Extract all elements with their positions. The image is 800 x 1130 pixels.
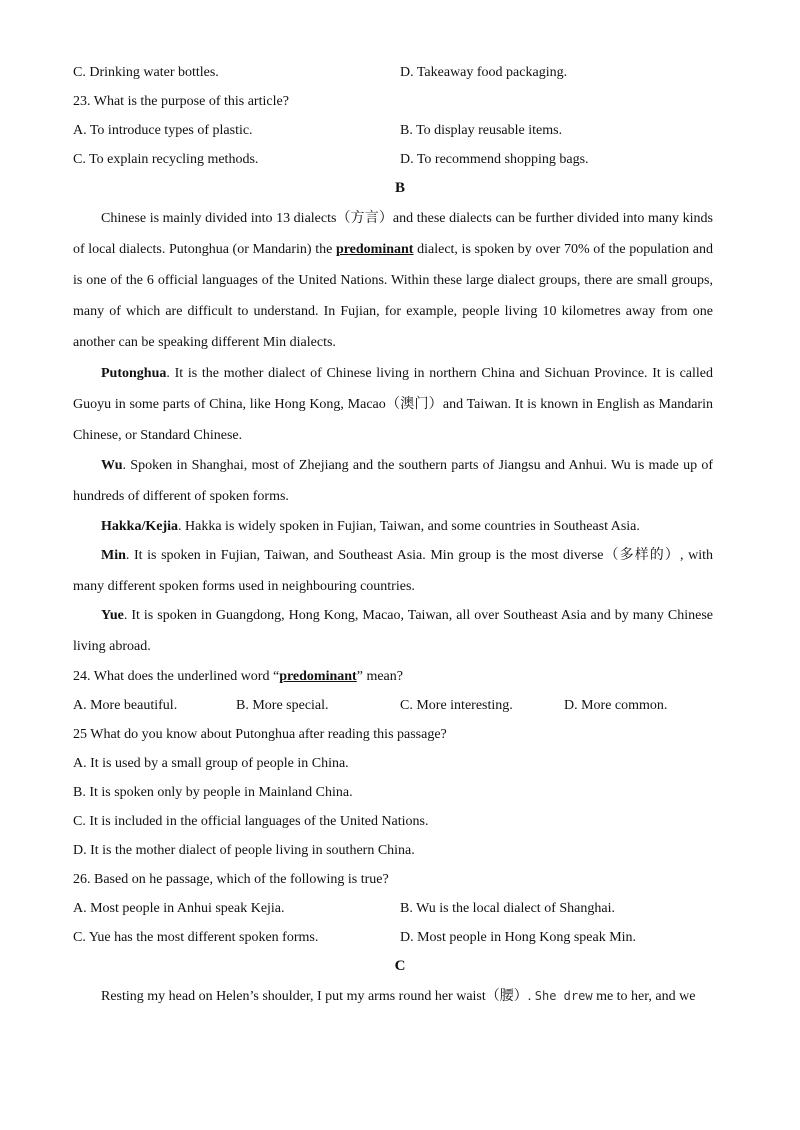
q24-option-b: B. More special. bbox=[236, 698, 329, 713]
q25-option-c: C. It is included in the official languages of the United Nations. bbox=[73, 814, 429, 829]
q26-option-a: A. Most people in Anhui speak Kejia. bbox=[73, 901, 285, 916]
q24-option-a: A. More beautiful. bbox=[73, 698, 178, 713]
hakka-term: Hakka/Kejia bbox=[101, 519, 179, 534]
putonghua-text: . It is the mother dialect of Chinese living in northern China and Sichuan Province. It is called Guoyu in some parts of China, like Hong Kong, Macao（澳门）and Taiwan. It is known in English as Mandarin Chinese, or Standard Chinese. bbox=[73, 366, 713, 443]
section-c-mono-text: She drew bbox=[534, 989, 593, 1003]
min-text: . It is spoken in Fujian, Taiwan, and Southeast Asia. Min group is the most diverse（多样的）, with many different spoken forms used in neighbouring countries. bbox=[73, 548, 713, 594]
q22-option-c: C. Drinking water bottles. bbox=[73, 65, 219, 80]
q24-underlined-word: predominant bbox=[279, 669, 357, 684]
wu-term: Wu bbox=[101, 458, 123, 473]
q26-question: 26. Based on he passage, which of the following is true? bbox=[73, 872, 389, 887]
yue-text: . It is spoken in Guangdong, Hong Kong, Macao, Taiwan, all over Southeast Asia and by many Chinese living abroad. bbox=[73, 608, 713, 654]
wu-paragraph bbox=[73, 450, 713, 512]
putonghua-paragraph bbox=[73, 358, 713, 451]
q24-question-suffix: ” mean? bbox=[356, 669, 403, 684]
min-term: Min bbox=[101, 548, 126, 563]
hakka-paragraph bbox=[73, 511, 713, 542]
wu-text: . Spoken in Shanghai, most of Zhejiang and the southern parts of Jiangsu and Anhui. Wu is made up of hundreds of different of spoken forms. bbox=[73, 458, 713, 504]
q26-option-c: C. Yue has the most different spoken forms. bbox=[73, 930, 319, 945]
section-c-paragraph bbox=[101, 990, 695, 1004]
q23-option-a: A. To introduce types of plastic. bbox=[73, 123, 253, 138]
q23-option-b: B. To display reusable items. bbox=[400, 123, 563, 138]
min-paragraph bbox=[73, 540, 713, 602]
q24-option-d: D. More common. bbox=[564, 698, 668, 713]
q24-question bbox=[73, 670, 403, 684]
q24-option-c: C. More interesting. bbox=[400, 698, 513, 713]
q25-question: 25 What do you know about Putonghua after reading this passage? bbox=[73, 727, 447, 742]
section-b-intro-paragraph bbox=[73, 203, 713, 358]
section-b-heading: B bbox=[394, 180, 405, 196]
putonghua-term: Putonghua bbox=[101, 366, 167, 381]
q23-option-c: C. To explain recycling methods. bbox=[73, 152, 259, 167]
intro-text-part1: Chinese is mainly divided into 13 dialects（方言）and these dialects can be further divided into many kinds of local dialects. Putonghua (or Mandarin) the bbox=[73, 211, 713, 257]
yue-paragraph bbox=[73, 600, 713, 662]
q24-question-prefix: 24. What does the underlined word “ bbox=[73, 669, 280, 684]
q25-option-a: A. It is used by a small group of people in China. bbox=[73, 756, 349, 771]
q23-option-d: D. To recommend shopping bags. bbox=[400, 152, 589, 167]
section-c-text-part2: me to her, and we bbox=[592, 989, 696, 1004]
q23-question: 23. What is the purpose of this article? bbox=[73, 94, 289, 109]
q25-option-d: D. It is the mother dialect of people living in southern China. bbox=[73, 843, 415, 858]
q25-option-b: B. It is spoken only by people in Mainland China. bbox=[73, 785, 353, 800]
intro-text-part2: dialect, is spoken by over 70% of the population and is one of the 6 official languages of the United Nations. Within these large dialect groups, there are small groups, many of which are difficult to understand. In Fujian, for example, people living 10 kilometres away from one another can be speaking different Min dialects. bbox=[73, 242, 713, 350]
hakka-text: . Hakka is widely spoken in Fujian, Taiwan, and some countries in Southeast Asia. bbox=[178, 519, 640, 534]
q26-option-b: B. Wu is the local dialect of Shanghai. bbox=[400, 901, 615, 916]
q26-option-d: D. Most people in Hong Kong speak Min. bbox=[400, 930, 637, 945]
section-c-text-part1: Resting my head on Helen’s shoulder, I put my arms round her waist（腰）. bbox=[101, 989, 535, 1004]
underlined-word-predominant: predominant bbox=[335, 242, 414, 257]
q22-option-d: D. Takeaway food packaging. bbox=[400, 65, 568, 80]
yue-term: Yue bbox=[101, 608, 124, 623]
section-c-heading: C bbox=[394, 958, 406, 974]
